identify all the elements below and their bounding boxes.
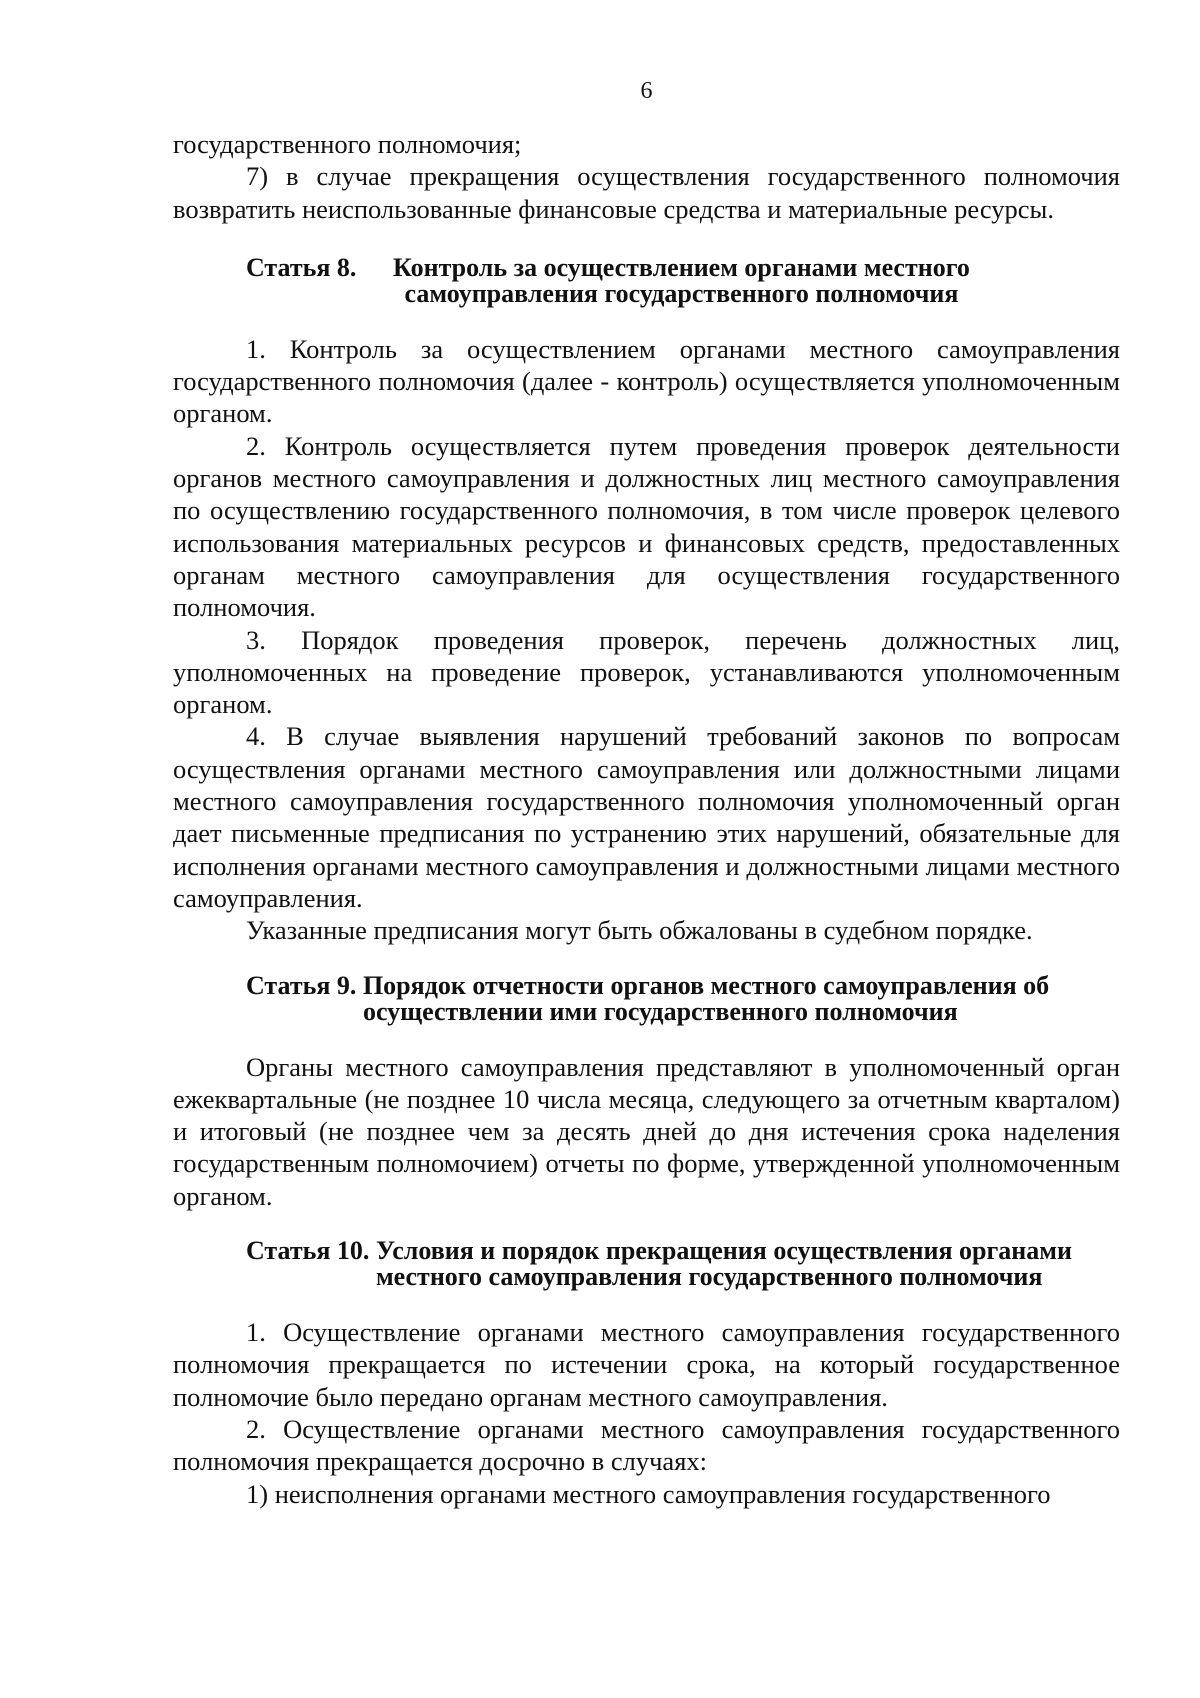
article-9-title: Порядок отчетности органов местного самоуправления об осуществлении ими государственного полномочия bbox=[362, 970, 1050, 1026]
article-8-paragraph-3: 3. Порядок проведения проверок, перечень должностных лиц, уполномоченных на проведение проверок, устанавливаются уполномоченным органом. bbox=[173, 624, 1120, 720]
article-10-number: Статья 10. bbox=[246, 1236, 376, 1266]
article-8-paragraph-2: 2. Контроль осуществляется путем проведения проверок деятельности органов местного самоуправления и должностных лиц местного самоуправления по осуществлению государственного полномочия, в том числе проверок целевого использования материальных ресурсов и финансовых средств, предоставленных органам местного самоуправления для осуществления государственного полномочия. bbox=[173, 430, 1120, 623]
article-10-paragraph-3: 1) неисполнения органами местного самоуправления государственного bbox=[246, 1478, 1051, 1509]
document-body bbox=[173, 128, 1120, 1510]
page-number: 6 bbox=[640, 78, 653, 104]
article-10-heading bbox=[246, 1238, 1120, 1290]
article-10-paragraph-1: 1. Осуществление органами местного самоуправления государственного полномочия прекращается по истечении срока, на который государственное полномочие было передано органам местного самоуправления. bbox=[173, 1317, 1120, 1412]
article-8-paragraph-1: 1. Контроль за осуществлением органами местного самоуправления государственного полномочия (далее - контроль) осуществляется уполномоченным органом. bbox=[173, 333, 1120, 429]
article-10-title: Условия и порядок прекращения осуществления органами местного самоуправления государственного полномочия bbox=[375, 1236, 1072, 1292]
article-9-heading bbox=[246, 970, 1120, 1026]
paragraph-item-7: 7) в случае прекращения осуществления государственного полномочия возвратить неиспользованные финансовые средства и материальные ресурсы. bbox=[173, 161, 1120, 224]
article-8-paragraph-4: 4. В случае выявления нарушений требований законов по вопросам осуществления органами местного самоуправления или должностными лицами местного самоуправления государственного полномочия уполномоченный орган дает письменные предписания по устранению этих нарушений, обязательные для исполнения органами местного самоуправления и должностными лицами местного самоуправления. bbox=[173, 721, 1120, 913]
article-8-number: Статья 8. bbox=[246, 252, 363, 282]
article-10-paragraph-2: 2. Осуществление органами местного самоуправления государственного полномочия прекращается досрочно в случаях: bbox=[173, 1413, 1120, 1477]
article-8-heading bbox=[246, 252, 1120, 308]
article-9-number: Статья 9. bbox=[246, 970, 363, 1000]
article-8-paragraph-5: Указанные предписания могут быть обжалованы в судебном порядке. bbox=[246, 915, 1033, 946]
article-9-paragraph-1: Органы местного самоуправления представляют в уполномоченный орган ежеквартальные (не позднее 10 числа месяца, следующего за отчетным кварталом) и итоговый (не позднее чем за десять дней до дня истечения срока наделения государственным полномочием) отчеты по форме, утвержденной уполномоченным органом. bbox=[173, 1051, 1120, 1211]
paragraph-continuation: государственного полномочия; bbox=[173, 129, 522, 159]
article-8-title: Контроль за осуществлением органами местного самоуправления государственного полномочия bbox=[393, 252, 970, 308]
